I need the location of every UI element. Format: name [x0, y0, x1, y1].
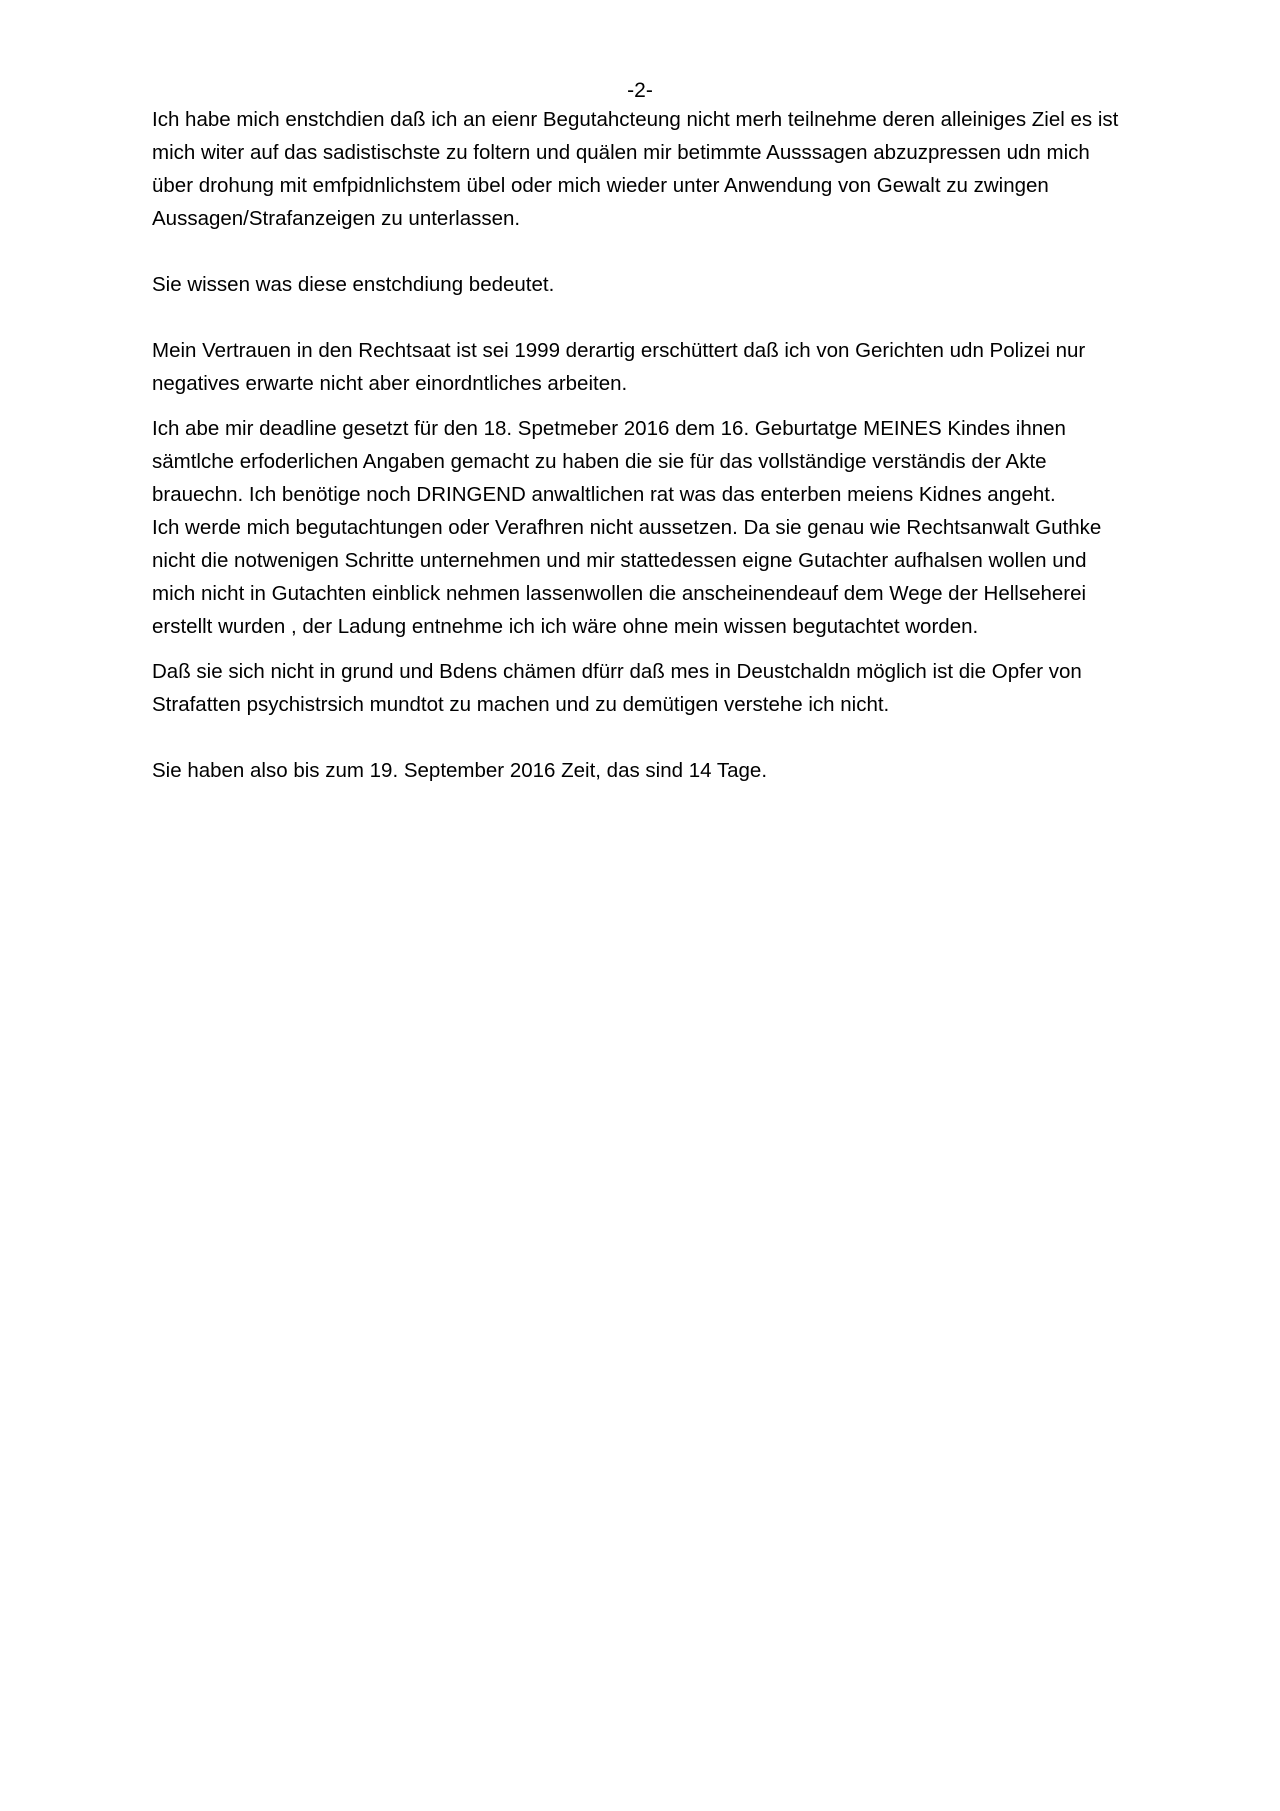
paragraph-trust: Mein Vertrauen in den Rechtsaat ist sei 1999 derartig erschüttert daß ich von Gerichten udn Polizei nur negatives erwarte nicht aber einordntliches arbeiten.: [152, 339, 1086, 395]
paragraph-decision-meaning: Sie wissen was diese enstchdiung bedeutet.: [152, 273, 555, 296]
paragraph-spacer: [152, 721, 1162, 754]
paragraph-spacer: [152, 301, 1162, 334]
paragraph-spacer: [152, 400, 1162, 412]
paragraph-shame: Daß sie sich nicht in grund und Bdens chämen dfürr daß mes in Deustchaldn möglich ist die Opfer von Strafatten psychistrsich mundtot zu machen und zu demütigen verstehe ich nicht.: [152, 660, 1082, 716]
paragraph-spacer: [152, 643, 1162, 655]
paragraph-deadline: Ich abe mir deadline gesetzt für den 18. Spetmeber 2016 dem 16. Geburtatge MEINES Kindes ihnen sämtlche erfoderlichen Angaben gemacht zu haben die sie für das vollständige verständis der Akte brauechn. Ich benötige noch DRINGEND anwaltlichen rat was das enterben meiens Kidnes angeht. Ich werde mich begutachtungen oder Verafhren nicht aussetzen. Da sie genau wie Rechtsanwalt Guthke nicht die notwenigen Schritte unternehmen und mir stattedessen eigne Gutachter aufhalsen wollen und mich nicht in Gutachten einblick nehmen lassenwollen die anscheinendeauf dem Wege der Hellseherei erstellt wurden , der Ladung entnehme ich ich wäre ohne mein wissen begutachtet worden.: [152, 417, 1102, 638]
paragraph-refusal-assessment: Ich habe mich enstchdien daß ich an eienr Begutahcteung nicht merh teilnehme deren alleiniges Ziel es ist mich witer auf das sadistischste zu foltern und quälen mir betimmte Ausssagen abzuzpressen udn mich über drohung mit emfpidnlichstem übel oder mich wieder unter Anwendung von Gewalt zu zwingen Aussagen/Strafanzeigen zu unterlassen.: [152, 108, 1119, 230]
paragraph-final-deadline: Sie haben also bis zum 19. September 2016 Zeit, das sind 14 Tage.: [152, 759, 768, 782]
letter-body: [152, 103, 1162, 787]
page-number: -2-: [627, 79, 653, 102]
paragraph-spacer: [152, 235, 1162, 268]
